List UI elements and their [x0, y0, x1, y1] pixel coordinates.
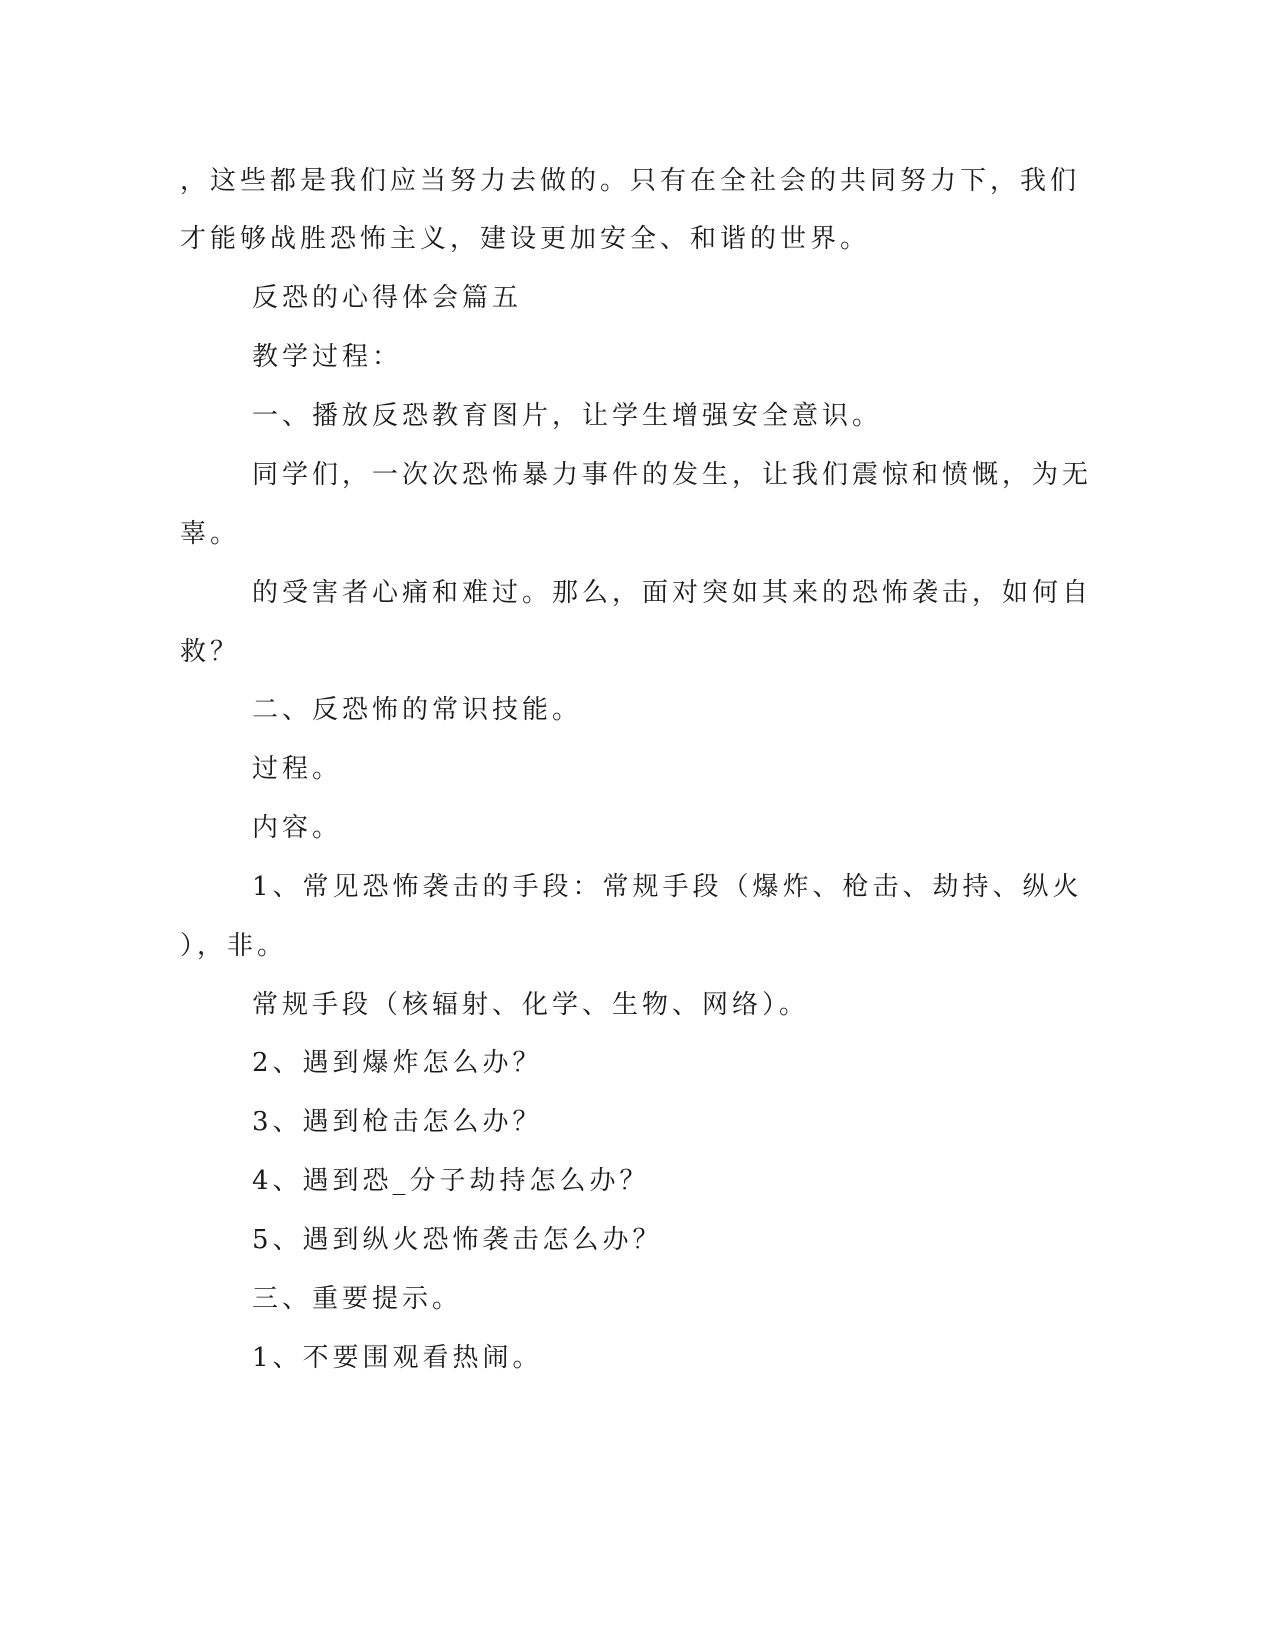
text-line: 1、常见恐怖袭击的手段：常规手段（爆炸、枪击、劫持、纵火: [252, 872, 1083, 902]
text-line: 4、遇到恐_分子劫持怎么办？: [252, 1166, 650, 1196]
text-line: 同学们，一次次恐怖暴力事件的发生，让我们震惊和愤慨，为无: [252, 460, 1093, 490]
text-line: 5、遇到纵火恐怖袭击怎么办？: [252, 1225, 663, 1255]
text-line: 救？: [180, 637, 241, 667]
text-line: 3、遇到枪击怎么办？: [252, 1107, 543, 1137]
text-line: 内容。: [252, 813, 343, 843]
text-line: 一、播放反恐教育图片，让学生增强安全意识。: [252, 401, 883, 431]
text-line: 的受害者心痛和难过。那么，面对突如其来的恐怖袭击，如何自: [252, 578, 1093, 608]
text-line: 教学过程：: [252, 342, 403, 372]
text-line: 辜。: [180, 519, 241, 549]
text-line: ，这些都是我们应当努力去做的。只有在全社会的共同努力下，我们: [180, 166, 1081, 196]
text-line: 常规手段（核辐射、化学、生物、网络）。: [252, 990, 810, 1020]
text-line: 1、不要围观看热闹。: [252, 1343, 543, 1373]
text-line: 才能够战胜恐怖主义，建设更加安全、和谐的世界。: [180, 224, 871, 254]
section-heading: 反恐的心得体会篇五: [252, 283, 523, 313]
text-line: 2、遇到爆炸怎么办？: [252, 1048, 543, 1078]
text-line: 三、重要提示。: [252, 1284, 463, 1314]
text-line: 二、反恐怖的常识技能。: [252, 695, 583, 725]
text-line: ），非。: [180, 931, 288, 961]
text-line: 过程。: [252, 754, 343, 784]
